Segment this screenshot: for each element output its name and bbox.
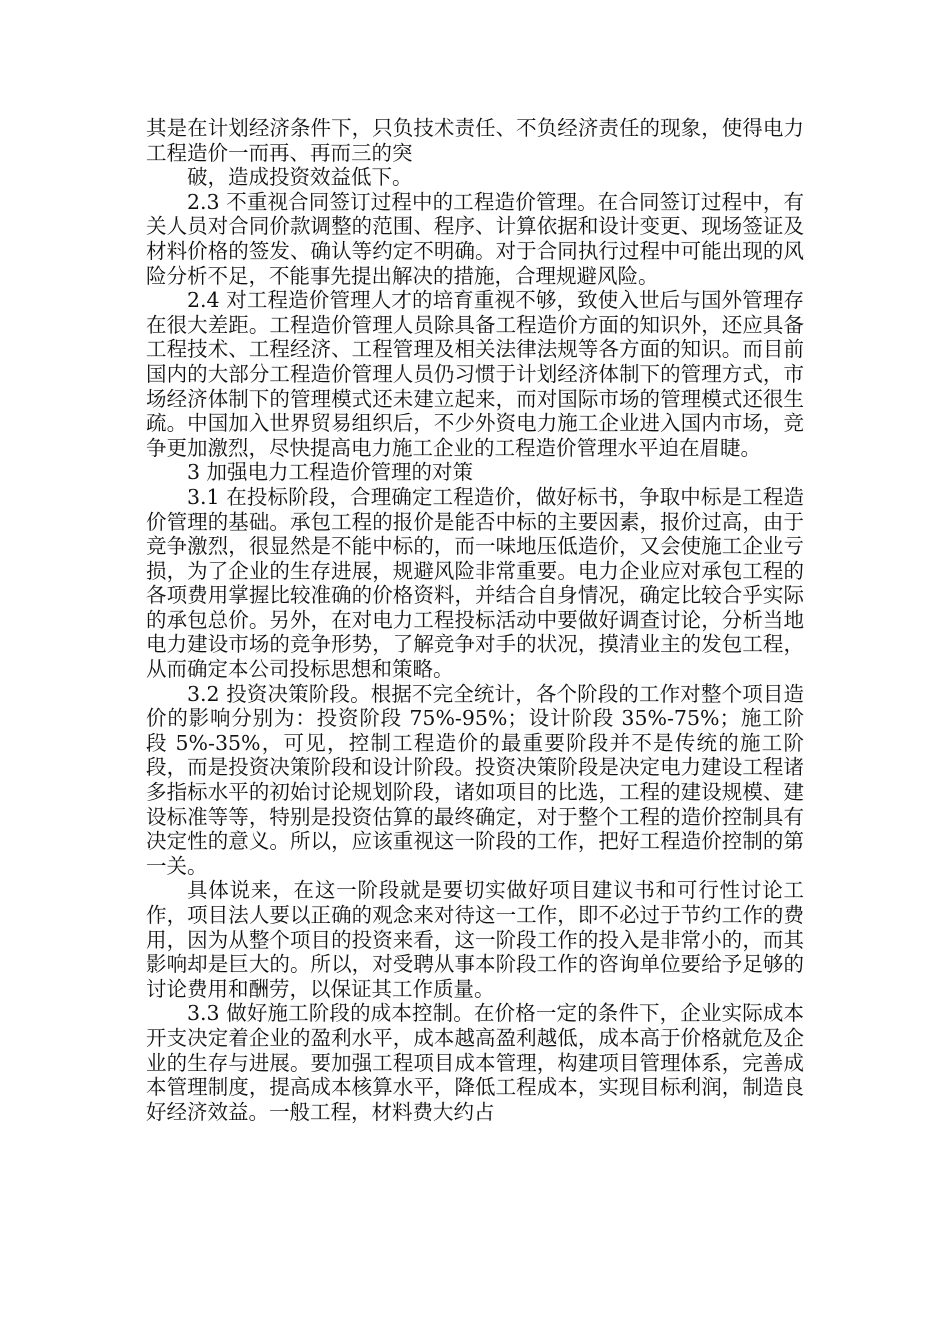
paragraph-2-3: 2.3 不重视合同签订过程中的工程造价管理。在合同签订过程中，有关人员对合同价款调整的范围、程序、计算依据和设计变更、现场签证及材料价格的签发、确认等约定不明确。对于合同执行过程中可能出现的风险分析不足，不能事先提出解决的措施，合理规避风险。 — [146, 189, 804, 288]
paragraph-3-3: 3.3 做好施工阶段的成本控制。在价格一定的条件下，企业实际成本开支决定着企业的盈利水平，成本越高盈利越低，成本高于价格就危及企业的生存与进展。要加强工程项目成本管理，构建项目管理体系，完善成本管理制度，提高成本核算水平，降低工程成本，实现目标利润，制造良好经济效益。一般工程，材料费大约占 — [146, 1001, 804, 1124]
section-heading-3: 3 加强电力工程造价管理的对策 — [187, 460, 474, 485]
paragraph-3-2-detail: 具体说来，在这一阶段就是要切实做好项目建议书和可行性讨论工作，项目法人要以正确的观念来对待这一工作，即不必过于节约工作的费用，因为从整个项目的投资来看，这一阶段工作的投入是非常小的，而其影响却是巨大的。所以，对受聘从事本阶段工作的咨询单位要给予足够的讨论费用和酬劳，以保证其工作质量。 — [146, 878, 804, 1001]
paragraph-3-2: 3.2 投资决策阶段。根据不完全统计，各个阶段的工作对整个项目造价的影响分别为：投资阶段 75%-95%；设计阶段 35%-75%；施工阶段 5%-35%，可见，控制工程造价的最重要阶段并不是传统的施工阶段，而是投资决策阶段和设计阶段。投资决策阶段是决定电力建设工程诸多指标水平的初始讨论规划阶段，诸如项目的比选，工程的建设规模、建设标准等等，特别是投资估算的最终确定，对于整个工程的造价控制具有决定性的意义。所以，应该重视这一阶段的工作，把好工程造价控制的第一关。 — [146, 681, 804, 878]
paragraph-2-4: 2.4 对工程造价管理人才的培育重视不够，致使入世后与国外管理存在很大差距。工程造价管理人员除具备工程造价方面的知识外，还应具备工程技术、工程经济、工程管理及相关法律法规等各方面的知识。而目前国内的大部分工程造价管理人员仍习惯于计划经济体制下的管理方式，市场经济体制下的管理模式还未建立起来，而对国际市场的管理模式还很生疏。中国加入世界贸易组织后，不少外资电力施工企业进入国内市场，竞争更加激烈，尽快提高电力施工企业的工程造价管理水平迫在眉睫。 — [146, 288, 804, 460]
document-body — [146, 116, 804, 1124]
paragraph-continuation-end: 破，造成投资效益低下。 — [187, 165, 413, 190]
paragraph-continuation: 其是在计划经济条件下，只负技术责任、不负经济责任的现象，使得电力工程造价一而再、再而三的突 — [146, 116, 804, 165]
paragraph-3-1: 3.1 在投标阶段，合理确定工程造价，做好标书，争取中标是工程造价管理的基础。承包工程的报价是能否中标的主要因素，报价过高，由于竞争激烈，很显然是不能中标的，而一味地压低造价，又会使施工企业亏损，为了企业的生存进展，规避风险非常重要。电力企业应对承包工程的各项费用掌握比较准确的价格资料，并结合自身情况，确定比较合乎实际的承包总价。另外，在对电力工程投标活动中要做好调查讨论，分析当地电力建设市场的竞争形势，了解竞争对手的状况，摸清业主的发包工程，从而确定本公司投标思想和策略。 — [146, 484, 804, 682]
